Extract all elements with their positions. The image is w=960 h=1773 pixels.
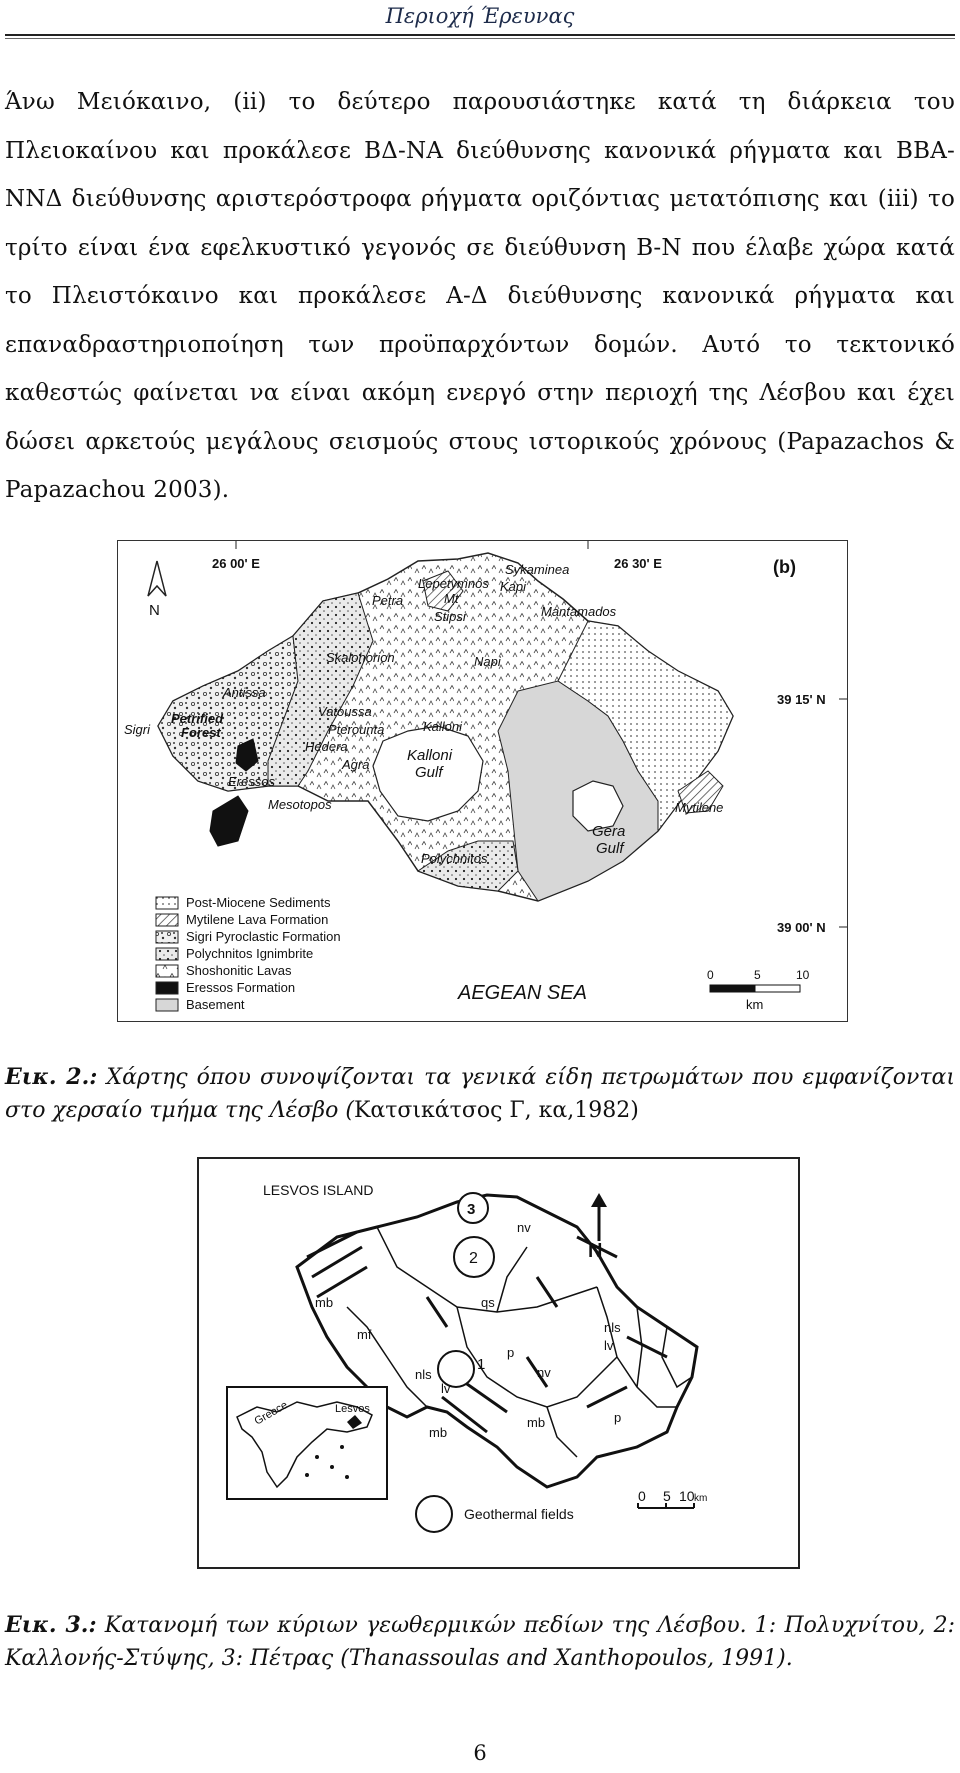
inset-label-lesvos: Lesvos (335, 1403, 370, 1415)
header-rule (5, 34, 955, 36)
svg-text:0: 0 (638, 1488, 646, 1504)
place-stipsi: Stipsi (434, 609, 466, 624)
legend-item-5: Shoshonitic Lavas (186, 963, 292, 978)
map-legend (156, 895, 341, 1012)
figure-geothermal-map (197, 1157, 800, 1569)
map-scale-bar (707, 968, 810, 1012)
place-polychnitos: Polychnitos (421, 851, 488, 866)
svg-text:lv: lv (604, 1338, 614, 1353)
place-petra: Petra (372, 593, 404, 608)
svg-text:lv: lv (441, 1381, 451, 1396)
caption-2-label: Εικ. 2.: (5, 1064, 98, 1090)
svg-text:mf: mf (357, 1327, 372, 1342)
figure-geological-map (117, 540, 848, 1022)
place-petrified: Petrified (171, 711, 224, 726)
place-mesotopos: Mesotopos (268, 797, 332, 812)
place-hedera: Hedera (305, 739, 348, 754)
svg-text:1: 1 (477, 1356, 486, 1373)
svg-text:p: p (507, 1345, 515, 1360)
caption-3-label: Εικ. 3.: (5, 1612, 97, 1638)
place-antissa: Antissa (223, 685, 266, 700)
body-paragraph: Άνω Μειόκαινο, (ii) το δεύτερο παρουσιάστηκε κατά τη διάρκεια του Πλειοκαίνου και προκάλεσε ΒΔ-ΝΑ διεύθυνσης κανονικά ρήγματα και ΒΒΑ-ΝΝΔ διεύθυνσης αριστερόστροφα ρήγματα οριζόντιας μετατόπισης και (iii) το τρίτο είναι ένα εφελκυστικό γεγονός σε διεύθυνση Β-Ν που έλαβε χώρα κατά το Πλειστόκαινο και προκάλεσε Α-Δ διεύθυνσης κανονικά ρήγματα και επαναδραστηριοποίηση των προϋπαρχόντων δομών. Αυτό το τεκτονικό καθεστώς φαίνεται να είναι ακόμη ενεργό στην περιοχή της Λέσβου και έχει δώσει αρκετούς μεγάλους σεισμούς στους ιστορικούς χρόνους (Papazachos & Papazachou 2003). (5, 89, 955, 503)
svg-text:N: N (149, 602, 160, 619)
figure-3-caption (5, 1609, 955, 1675)
caption-2-text: Χάρτης όπου συνοψίζονται τα γενικά είδη πετρωμάτων που εμφανίζονται στο χερσαίο τμήμα της Λέσβο ( (5, 1065, 956, 1123)
place-kalloni-gulf-2: Gulf (415, 764, 443, 781)
svg-text:nls: nls (604, 1320, 621, 1335)
svg-text:mb: mb (315, 1295, 334, 1310)
svg-text:10: 10 (796, 968, 810, 982)
svg-text:nls: nls (415, 1367, 432, 1382)
header-rule-thin (5, 38, 955, 39)
panel-label: (b) (773, 557, 796, 577)
place-gera-2: Gulf (596, 840, 624, 857)
svg-text:2: 2 (469, 1250, 478, 1267)
legend-item-6: Eressos Formation (186, 980, 296, 995)
geothermal-map-svg (197, 1157, 800, 1569)
svg-text:nv: nv (537, 1365, 551, 1380)
lon-label-2: 26 30' E (614, 556, 662, 571)
north-arrow-icon (148, 561, 166, 619)
place-aegean-sea: AEGEAN SEA (458, 982, 587, 1004)
svg-text:km: km (694, 1493, 708, 1504)
place-napi: Napi (474, 654, 501, 669)
svg-text:km: km (746, 997, 764, 1012)
place-kalloni: Kalloni (423, 719, 463, 734)
inset-label-greece: Greece (252, 1399, 290, 1428)
place-kalloni-gulf-1: Kalloni (407, 747, 453, 764)
lat-label-1: 39 15' N (777, 692, 826, 707)
caption-2-citation: Κατσικάτσος Γ, κα,1982) (353, 1098, 639, 1123)
legend-item-1: Post-Miocene Sediments (186, 895, 331, 910)
caption-3-text: Κατανομή των κύριων γεωθερμικών πεδίων της Λέσβου. 1: Πολυχνίτου, 2: Καλλονής-Στύψης, 3: Πέτρας (Thanassoulas and Xanthopoulos, 1991). (5, 1613, 955, 1671)
svg-text:3: 3 (467, 1201, 476, 1218)
svg-text:mb: mb (429, 1425, 448, 1440)
running-header: Περιοχή Έρευνας (385, 4, 575, 28)
svg-text:10: 10 (679, 1488, 695, 1504)
fig3-title: LESVOS ISLAND (263, 1182, 374, 1198)
legend-item-3: Sigri Pyroclastic Formation (186, 929, 341, 944)
inset-greece-map (227, 1387, 387, 1499)
svg-text:Geothermal fields: Geothermal fields (464, 1506, 574, 1522)
legend-item-2: Mytilene Lava Formation (186, 912, 329, 927)
svg-text:5: 5 (663, 1488, 671, 1504)
svg-text:5: 5 (754, 968, 761, 982)
legend-item-4: Polychnitos Ignimbrite (186, 946, 314, 961)
place-mytilene: Mytilene (675, 800, 724, 815)
place-mt: Mt (444, 591, 459, 606)
svg-text:qs: qs (481, 1295, 495, 1310)
page-number: 6 (473, 1741, 487, 1765)
place-mantamados: Mantamados (541, 604, 617, 619)
place-agra: Agra (342, 757, 370, 772)
place-vatoussa: Vatoussa (318, 704, 372, 719)
svg-text:p: p (614, 1410, 622, 1425)
geological-map-svg (118, 541, 847, 1021)
figure-2-caption (5, 1061, 955, 1127)
place-pterounta: Pterounta (328, 722, 385, 737)
place-sigri: Sigri (124, 722, 151, 737)
svg-text:0: 0 (707, 968, 714, 982)
place-forest: Forest (181, 725, 221, 740)
lat-label-2: 39 00' N (777, 920, 826, 935)
place-skalohorion: Skalohorion (326, 650, 395, 665)
legend-item-7: Basement (186, 997, 245, 1012)
place-eressos: Eressos (228, 774, 275, 789)
place-gera-1: Gera (592, 823, 626, 840)
place-lepetymnos: Lepetymnos (418, 576, 489, 591)
svg-text:N: N (588, 1240, 603, 1262)
lon-label-1: 26 00' E (212, 556, 260, 571)
place-kapi: Kapi (500, 579, 527, 594)
svg-text:mb: mb (527, 1415, 546, 1430)
svg-text:nv: nv (517, 1220, 531, 1235)
place-sykaminea: Sykaminea (505, 562, 570, 577)
